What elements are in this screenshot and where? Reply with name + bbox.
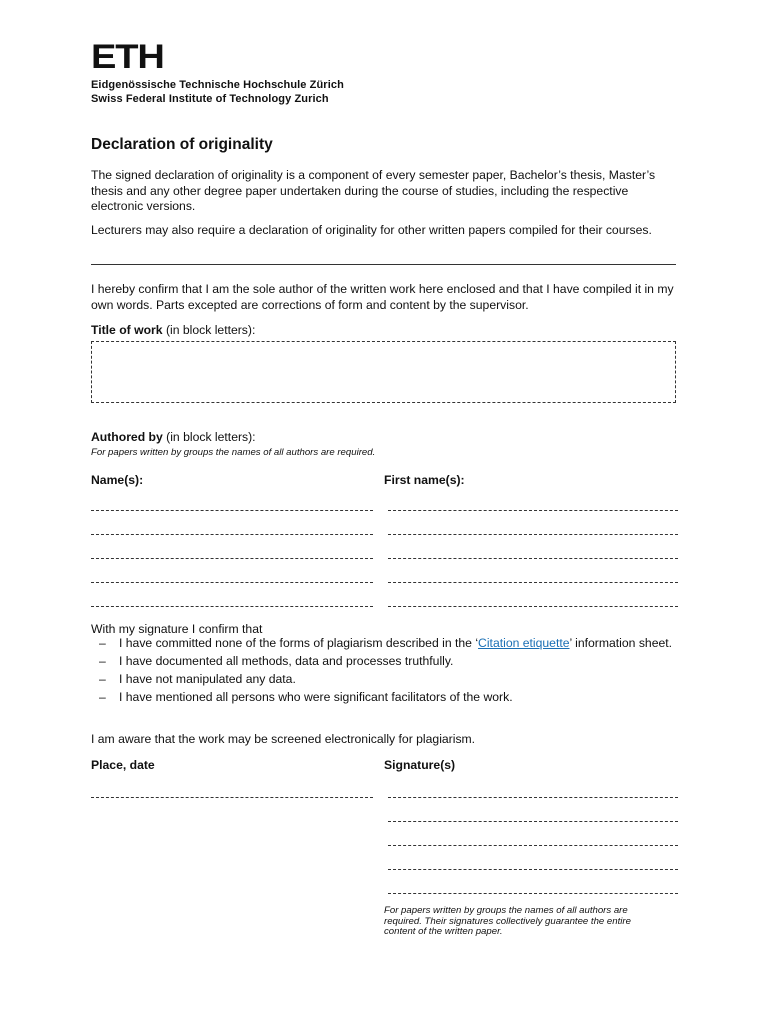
- first-name-line[interactable]: [388, 606, 678, 607]
- authored-by-label-suffix: (in block letters):: [162, 430, 256, 444]
- name-line[interactable]: [91, 606, 373, 607]
- bullet-1-pre: I have committed none of the forms of plagiarism described in the ‘: [119, 636, 479, 650]
- bullet-dash: –: [99, 690, 106, 705]
- intro-paragraph-2: Lecturers may also require a declaration of originality for other written papers compiled for their courses.: [91, 223, 652, 237]
- title-of-work-label-suffix: (in block letters):: [162, 323, 256, 337]
- confirmation-list: [99, 636, 679, 708]
- place-date-line[interactable]: [91, 797, 373, 798]
- authored-by-label: [91, 430, 256, 446]
- bullet-3-text: I have not manipulated any data.: [119, 672, 296, 687]
- signature-line[interactable]: [388, 845, 678, 846]
- authored-by-note: For papers written by groups the names of all authors are required.: [91, 447, 376, 458]
- eth-logo: ETH: [91, 38, 164, 76]
- institution-name-german: Eidgenössische Technische Hochschule Zürich: [91, 79, 344, 91]
- first-name-line[interactable]: [388, 558, 678, 559]
- title-of-work-label-bold: Title of work: [91, 323, 163, 337]
- screening-note: I am aware that the work may be screened electronically for plagiarism.: [91, 732, 476, 746]
- intro-paragraph-1: The signed declaration of originality is a component of every semester paper, Bachelor’s thesis, Master’s thesis and any other degree paper undertaken during the course of studies, including the respective electronic versions.: [91, 168, 656, 214]
- names-column-header: Name(s):: [91, 473, 144, 487]
- signature-line[interactable]: [388, 821, 678, 822]
- title-of-work-field[interactable]: [91, 341, 676, 403]
- section-divider: [91, 264, 676, 265]
- signature-line[interactable]: [388, 797, 678, 798]
- list-item: [99, 690, 679, 706]
- institution-name-english: Swiss Federal Institute of Technology Zurich: [91, 93, 329, 105]
- signature-intro: With my signature I confirm that: [91, 622, 263, 636]
- bullet-dash: –: [99, 654, 106, 669]
- list-item: [99, 654, 679, 670]
- confirmation-statement: I hereby confirm that I am the sole author of the written work here enclosed and that I have compiled it in my own words. Parts excepted are corrections of form and content by the supervisor.: [91, 282, 674, 312]
- first-names-column-header: First name(s):: [384, 473, 465, 487]
- page-title: Declaration of originality: [91, 136, 273, 153]
- first-name-line[interactable]: [388, 582, 678, 583]
- group-signature-note: For papers written by groups the names of all authors are required. Their signatures collectively guarantee the entire content of the written paper.: [384, 905, 631, 938]
- authored-by-label-bold: Authored by: [91, 430, 163, 444]
- first-name-line[interactable]: [388, 534, 678, 535]
- place-date-label: Place, date: [91, 758, 155, 772]
- list-item: [99, 672, 679, 688]
- signatures-label: Signature(s): [384, 758, 456, 772]
- name-line[interactable]: [91, 510, 373, 511]
- first-name-line[interactable]: [388, 510, 678, 511]
- signature-line[interactable]: [388, 893, 678, 894]
- signature-line[interactable]: [388, 869, 678, 870]
- name-line[interactable]: [91, 558, 373, 559]
- citation-etiquette-link[interactable]: Citation etiquette: [478, 636, 570, 650]
- title-of-work-label: [91, 323, 255, 339]
- name-line[interactable]: [91, 534, 373, 535]
- bullet-1-post: ’ information sheet.: [569, 636, 673, 650]
- bullet-dash: –: [99, 672, 106, 687]
- bullet-dash: –: [99, 636, 106, 650]
- bullet-2-text: I have documented all methods, data and processes truthfully.: [119, 654, 454, 669]
- list-item: [99, 636, 679, 652]
- name-line[interactable]: [91, 582, 373, 583]
- bullet-4-text: I have mentioned all persons who were significant facilitators of the work.: [119, 690, 513, 705]
